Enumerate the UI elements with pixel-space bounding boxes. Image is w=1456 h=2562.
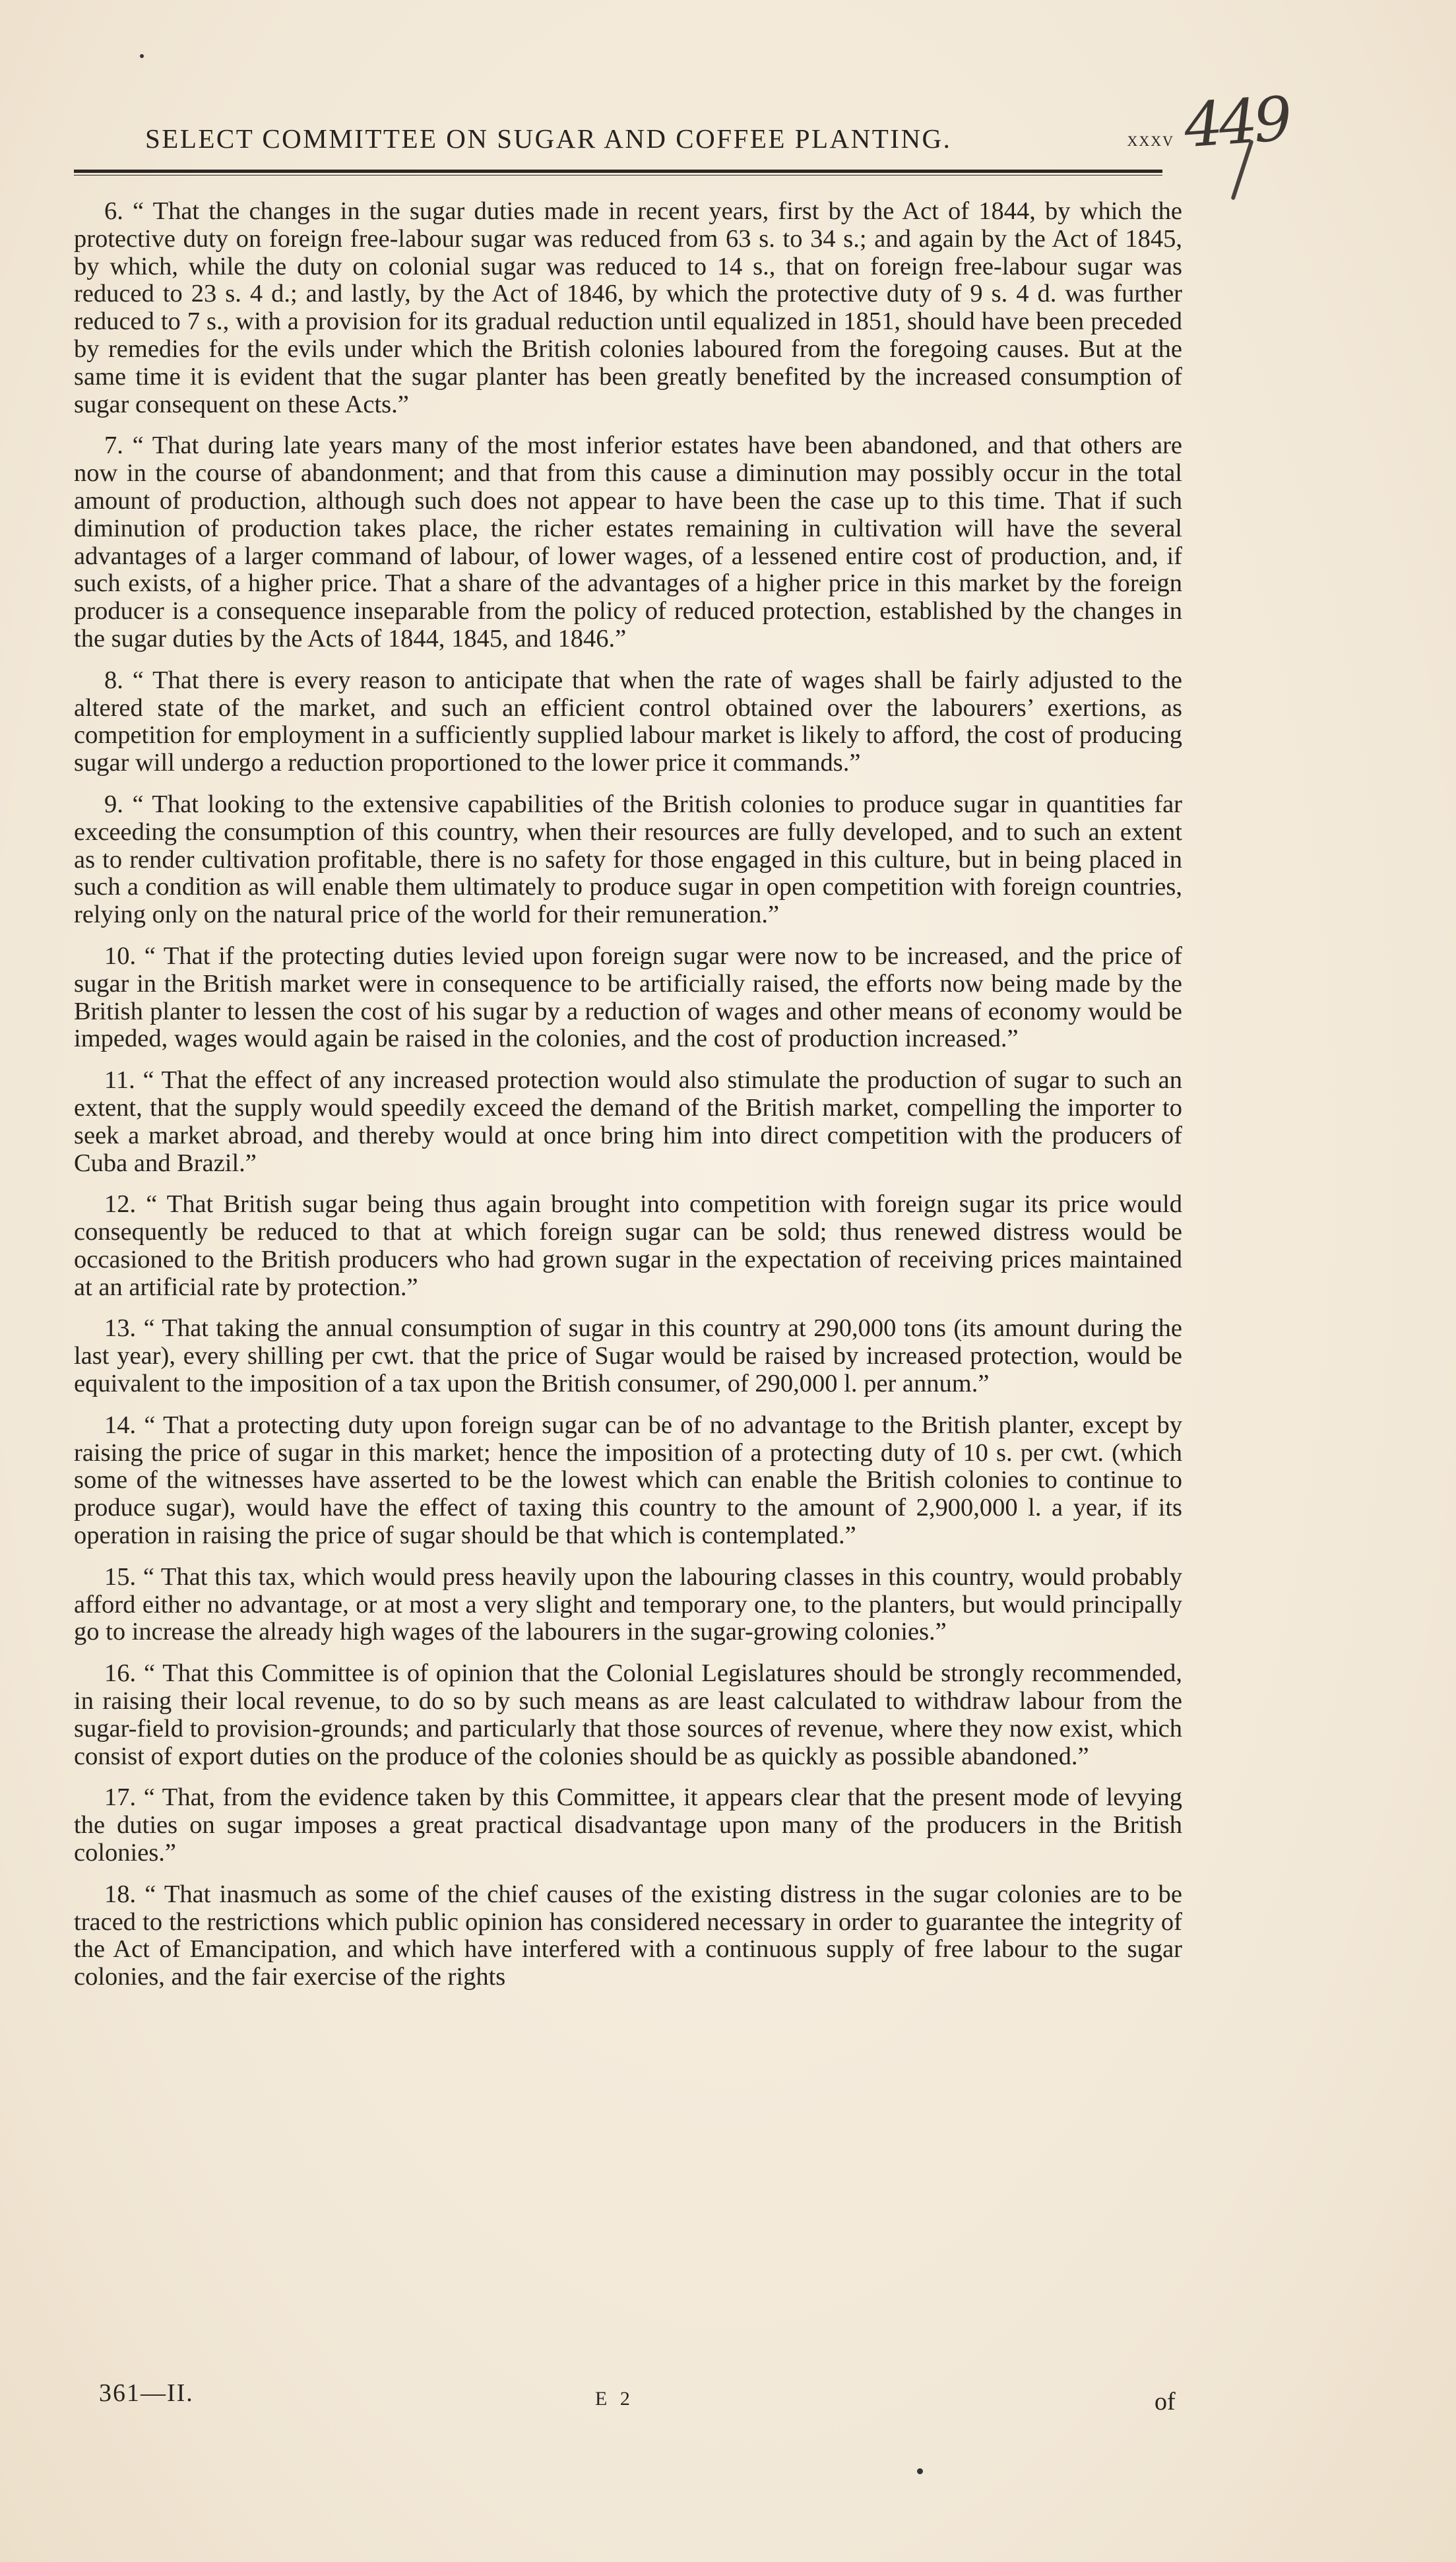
- paragraph-8: 8. “ That there is every reason to anticipate that when the rate of wages shall be fairly adjusted to the altered state of the market, and such an efficient control obtained over the labourers’ exertions, as competition for employment in a sufficiently supplied labour market is likely to afford, the cost of producing sugar will undergo a reduction proportioned to the lower price it commands.”: [74, 666, 1182, 777]
- paragraph-13: 13. “ That taking the annual consumption of sugar in this country at 290,000 tons (its amount during the last year), every shilling per cwt. that the price of Sugar would be raised by increased protection, would be equivalent to the imposition of a tax upon the British consumer, of 290,000 l. per annum.”: [74, 1314, 1182, 1398]
- running-header: [145, 117, 1174, 164]
- paragraph-6: 6. “ That the changes in the sugar duties made in recent years, first by the Act of 1844, by which the protective duty on foreign free-labour sugar was reduced from 63 s. to 34 s.; and again by the Act of 1845, by which, while the duty on colonial sugar was reduced to 14 s., that on foreign free-labour sugar was reduced to 23 s. 4 d.; and lastly, by the Act of 1846, by which the protective duty of 9 s. 4 d. was further reduced to 7 s., with a provision for its gradual reduction until equalized in 1851, should have been preceded by remedies for the evils under which the British colonies laboured from the foregoing causes. But at the same time it is evident that the sugar planter has been greatly benefited by the increased consumption of sugar consequent on these Acts.”: [74, 197, 1182, 418]
- paragraph-15: 15. “ That this tax, which would press heavily upon the labouring classes in this country, would probably afford either no advantage, or at most a very slight and temporary one, to the planters, but would principally go to increase the already high wages of the labourers in the sugar-growing colonies.”: [74, 1562, 1182, 1646]
- ink-speck: [140, 54, 144, 58]
- paragraph-14: 14. “ That a protecting duty upon foreign sugar can be of no advantage to the British planter, except by raising the price of sugar in this market; hence the imposition of a protecting duty of 10 s. per cwt. (which some of the witnesses have asserted to be the lowest which can enable the British colonies to continue to produce sugar), would have the effect of taxing this country to the amount of 2,900,000 l. a year, if its operation in raising the price of sugar should be that which is contemplated.”: [74, 1411, 1182, 1550]
- paragraph-16: 16. “ That this Committee is of opinion that the Colonial Legislatures should be strongly recommended, in raising their local revenue, to do so by such means as are least calculated to withdraw labour from the sugar-field to provision-grounds; and particularly that those sources of revenue, where they now exist, which consist of export duties on the produce of the colonies should be as quickly as possible abandoned.”: [74, 1659, 1182, 1770]
- paragraph-7: 7. “ That during late years many of the most inferior estates have been abandoned, and that others are now in the course of abandonment; and that from this cause a diminution may possibly occur in the total amount of production, although such does not appear to have been the case up to this time. That if such diminution of production takes place, the richer estates remaining in cultivation will have the several advantages of a larger command of labour, of lower wages, of a lessened entire cost of production, and, if such exists, of a higher price. That a share of the advantages of a higher price in this market by the foreign producer is a consequence inseparable from the policy of reduced protection, established by the changes in the sugar duties by the Acts of 1844, 1845, and 1846.”: [74, 432, 1182, 653]
- paragraph-12: 12. “ That British sugar being thus again brought into competition with foreign sugar its price would consequently be reduced to that at which foreign sugar can be sold; thus renewed distress would be occasioned to the British producers who had grown sugar in the expectation of receiving prices maintained at an artificial rate by protection.”: [74, 1190, 1182, 1301]
- paragraph-9: 9. “ That looking to the extensive capabilities of the British colonies to produce sugar in quantities far exceeding the consumption of this country, when their resources are fully developed, and to such an extent as to render cultivation profitable, there is no safety for those engaged in this culture, but in being placed in such a condition as will enable them ultimately to produce sugar in open competition with foreign countries, relying only on the natural price of the world for their remuneration.”: [74, 790, 1182, 929]
- signature-mark: E 2: [595, 2388, 634, 2410]
- paragraph-10: 10. “ That if the protecting duties levied upon foreign sugar were now to be increased, and the price of sugar in the British market were in consequence to be artificially raised, the efforts now being made by the British planter to lessen the cost of his sugar by a reduction of wages and other means of economy would be impeded, wages would again be raised in the colonies, and the cost of production increased.”: [74, 942, 1182, 1053]
- paragraph-17: 17. “ That, from the evidence taken by this Committee, it appears clear that the present mode of levying the duties on sugar imposes a great practical disadvantage upon many of the producers in the British colonies.”: [74, 1783, 1182, 1867]
- ink-speck: [917, 2468, 923, 2474]
- sessional-paper-number: 361—II.: [99, 2379, 194, 2407]
- catchword: of: [1155, 2388, 1176, 2416]
- header-rule: [74, 170, 1162, 176]
- paragraph-11: 11. “ That the effect of any increased protection would also stimulate the production of sugar to such an extent, that the supply would speedily exceed the demand of the British market, compelling the importer to seek a market abroad, and thereby would at once bring him into direct competition with the producers of Cuba and Brazil.”: [74, 1066, 1182, 1177]
- page-number-roman: xxxv: [1127, 127, 1174, 150]
- resolutions-text: [74, 198, 1182, 2005]
- handwritten-page-number: 449: [1182, 83, 1291, 162]
- page-title: SELECT COMMITTEE ON SUGAR AND COFFEE PLANTING.: [145, 123, 952, 154]
- paragraph-18: 18. “ That inasmuch as some of the chief causes of the existing distress in the sugar colonies are to be traced to the restrictions which public opinion has considered necessary in order to guarantee the integrity of the Act of Emancipation, and which have interfered with a continuous supply of free labour to the sugar colonies, and the fair exercise of the rights: [74, 1880, 1182, 1991]
